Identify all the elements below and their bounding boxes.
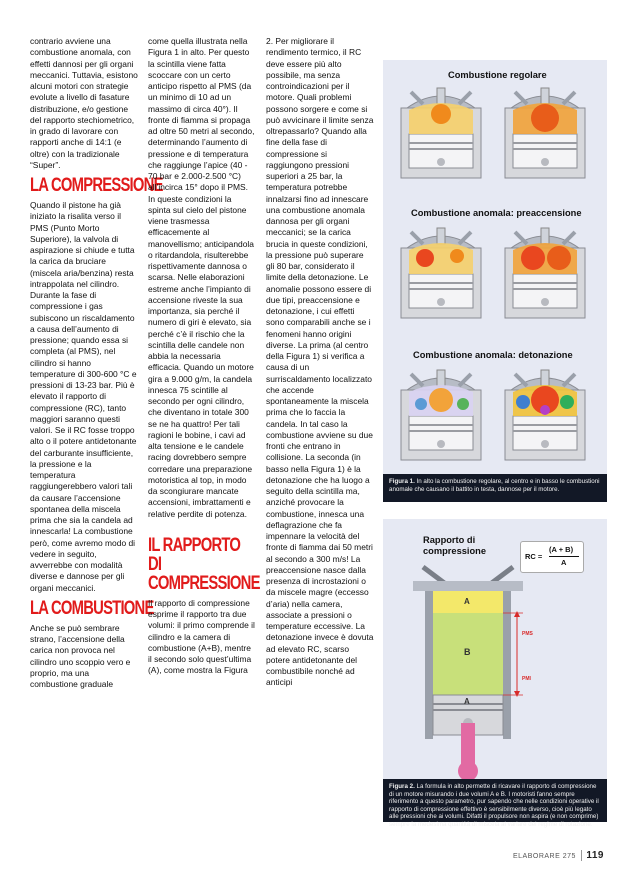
- paragraph: come quella illustrata nella Figura 1 in alto. Per questo la scintilla viene fatta scoccare con un certo anticipo rispetto al PMS (da un minimo di 10 ad un massimo di circa 40°). Il fronte di fiamma si propaga ad oltre 50 metri al secondo, determinando l’aumento di pressione e di temperatura che raggiunge l’apice (40 - 70 bar e 2.000-2.500 °C) all’incirca 15° dopo il PMS. In queste condizioni la spinta sul cielo del pistone viene trasmessa efficacemente al manovellismo; anticipandola o ritardandola, risulterebbe rispettivamente dannosa o scarsa. Nelle elaborazioni estreme anche l’impianto di accensione riveste la sua importanza, sia perché il numero di giri è elevato, sia perché c’è il rischio che la scintilla delle candele non abbia la necessaria efficacia. Quando un motore gira a 9.000 g/m, la candela innesca 75 scintille al secondo per ogni cilindro, che diventano in totale 300 se ne ha quattro! Per tali ragioni le bobine, i cavi ad alta tensione e le candele racing dovrebbero sempre corredare una preparazione motoristica al top, in modo da scongiurare mancate accensioni, imbrattamenti e relative perdite di potenza.: [148, 36, 255, 519]
- paragraph: Il rapporto di compressione esprime il rapporto tra due volumi: il primo comprende il cilindro e la camera di combustione (A+B), mentre il secondo solo quest’ultima (A), come mostra la Figura: [148, 597, 255, 676]
- pms-label: PMS: [522, 631, 533, 637]
- volume-b-label: B: [464, 647, 471, 657]
- paragraph: Quando il pistone ha già iniziato la risalita verso il PMS (Punto Morto Superiore), la valvola di aspirazione si chiude e tutta la carica da bruciare (miscela aria/benzina) resta intrappolata nel cilindro. Durante la fase di compressione i gas subiscono un riscaldamento a causa dell’aumento di pressione; quando essa si completa (al PMS), nel cilindro si hanno temperature di 300-600 °C e pressioni di 13-23 bar. Più è elevato il rapporto di compressione (RC), tanto maggiori saranno questi valori. Se il RC fosse troppo alto o il potere antidetonante del carburante insufficiente, la pressione e la temperatura raggiungerebbero valori tali da causare l’accensione spontanea della miscela prima che sia la candela ad innescarla! La combustione però, come avremo modo di vedere in seguito, avverrebbe con modalità diverse e dannose per gli organi meccanici.: [30, 200, 137, 593]
- pmi-label: PMI: [522, 676, 531, 682]
- figure-2-title-line2: compressione: [423, 546, 487, 556]
- figure-1-title-preignition: Combustione anomala: preaccensione: [411, 208, 582, 218]
- figure-2-cylinder-illustration: [383, 519, 607, 779]
- figure-1-panel: [383, 60, 607, 502]
- article-column-2: [148, 36, 260, 677]
- figure-2-title-line1: Rapporto di: [423, 535, 476, 545]
- figure-2-caption-text: La formula in alto permette di ricavare il rapporto di compressione di un motore misurando i due volumi A e B. I motoristi fanno sempre riferimento a questo parametro, pur sapendo che nelle condizioni operative il rapporto di compressione effettivo è sensibilmente diverso, cioè più legato alle pressioni che ai volumi. Difatti il propulsore non aspira (e non comprime) sempre la medesima quantità di miscela al variare del regime di rotazione.: [389, 783, 599, 828]
- article-column-3: [266, 36, 374, 689]
- figure-2-caption: [383, 779, 607, 828]
- formula-denominator: A: [561, 558, 567, 567]
- figure-1-caption-text: In alto la combustione regolare, al centro e in basso le combustioni anomale che causano il battito in testa, dannose per il motore.: [389, 478, 600, 493]
- figure-1-caption: [383, 474, 607, 502]
- figure-2-caption-label: Figura 2.: [389, 783, 415, 790]
- formula-lhs: RC =: [525, 552, 543, 561]
- figure-2-panel: [383, 519, 607, 828]
- article-column-1: [30, 36, 163, 690]
- section-heading-compressione: LA COMPRESSIONE: [30, 175, 163, 196]
- page-footer: [513, 850, 604, 861]
- volume-a-bottom-label: A: [464, 697, 470, 706]
- paragraph: Anche se può sembrare strano, l’accensione della carica non provoca nel cilindro uno scoppio vero e proprio, ma una combustione graduale: [30, 622, 131, 689]
- volume-a-label: A: [464, 597, 470, 606]
- section-heading-rapporto: IL RAPPORTO DI COMPRESSIONE: [148, 534, 260, 594]
- figure-1-engine-illustration: [383, 60, 607, 474]
- paragraph: contrario avviene una combustione anomala, con effetti dannosi per gli organi meccanici. Tuttavia, esistono alcuni motori con strategie evolute a livello di fasature distribuzione, e/o gestione del rapporto stechiometrico, in grado di lavorare con rapporti anche di 14:1 (e oltre) con la tradizionale “Super”.: [30, 36, 138, 170]
- formula-numerator: (A + B): [549, 545, 574, 554]
- figure-1-caption-label: Figura 1.: [389, 478, 415, 485]
- paragraph: 2. Per migliorare il rendimento termico, il RC deve essere più alto possibile, ma senza controindicazioni per il motore. Quali problemi possono sorgere e come si può avvicinare il limite senza oltrepassarlo? Quando alla fine della fase di compressione si raggiungono pressioni superiori a 25 bar, la temperatura potrebbe innalzarsi fino ad innescare una combustione anomala dannosa per gli organi meccanici; se la carica brucia in queste condizioni, la pressione può superare gli 80 bar, considerato il limite della detonazione. Le anomalie possono essere di due tipi, preaccensione e detonazione, i cui effetti sono comparabili anche se i fenomeni hanno origini diverse. La prima (al centro della Figura 1) si verifica a causa di un surriscaldamento localizzato che accende spontaneamente la miscela prima che lo faccia la candela. In tal caso la combustione avviene su due fronti che entrano in collisione. La seconda (in basso nella Figura 1) è la detonazione che ha luogo a seguito della scintilla ma, anziché provocare la combustione, innesca una deflagrazione che fa impennare la velocità del fronte di fiamma dai 50 metri al secondo a 300 m/s! La preaccensione nasce dalla presenza di incrostazioni o da miscele magre (eccesso d’aria) nella camera, associate a pressioni o temperature eccessive. La detonazione invece è dovuta ad elevato RC, scarso potere antidetonante del combustibile nonché ad anticipi: [266, 36, 374, 688]
- page-number: 119: [581, 850, 604, 861]
- figure-1-title-regular: Combustione regolare: [448, 70, 547, 80]
- section-heading-combustione: LA COMBUSTIONE: [30, 597, 154, 619]
- figure-1-title-detonation: Combustione anomala: detonazione: [413, 350, 573, 360]
- magazine-issue: ELABORARE 275: [512, 853, 576, 860]
